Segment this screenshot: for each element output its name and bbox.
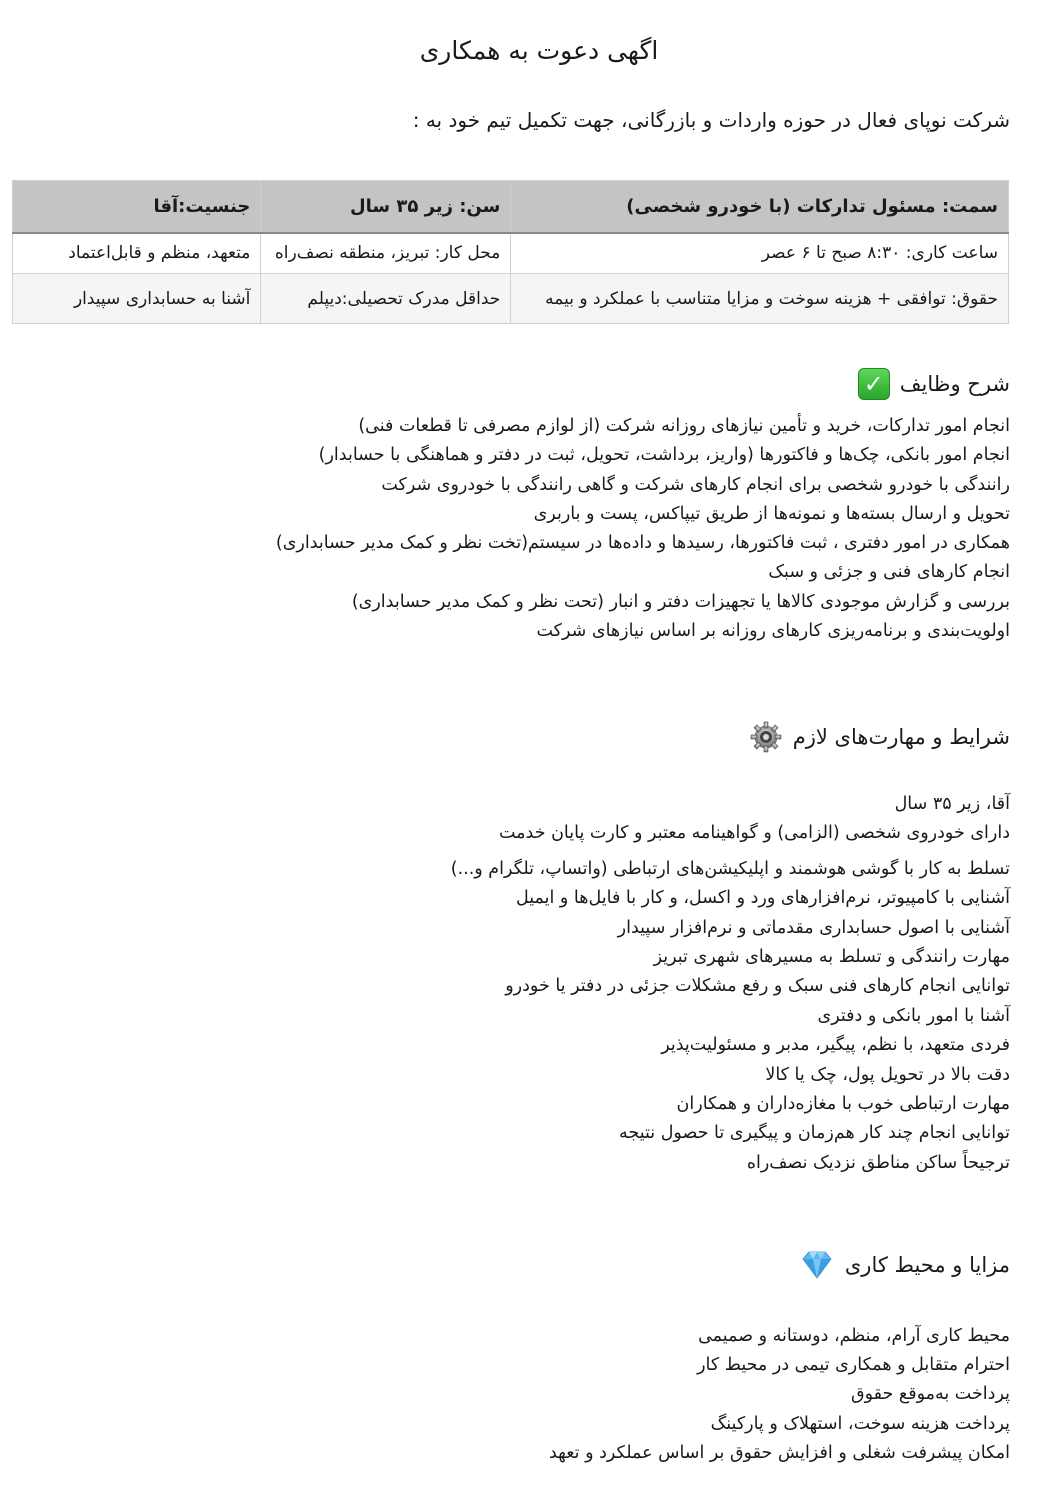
gender-cell: جنسیت:آقا [13,181,261,233]
list-item: توانایی انجام کارهای فنی سبک و رفع مشکلات جزئی در دفتر یا خودرو [505,976,1010,997]
table-row [13,274,1009,324]
list-item: اولویت‌بندی و برنامه‌ریزی کارهای روزانه بر اساس نیازهای شرکت [536,621,1010,642]
list-item: دارای خودروی شخصی (الزامی) و گواهینامه معتبر و کارت پایان خدمت [498,823,1010,844]
list-item: توانایی انجام چند کار هم‌زمان و پیگیری تا حصول نتیجه [619,1123,1010,1144]
list-item: رانندگی با خودرو شخصی برای انجام کارهای شرکت و گاهی رانندگی با خودروی شرکت [381,474,1010,495]
list-item: همکاری در امور دفتری ، ثبت فاکتورها، رسیدها و داده‌ها در سیستم(تخت نظر و کمک مدیر حسابداری) [275,533,1010,554]
age-cell: سن: زیر ۳۵ سال [261,181,511,233]
list-item: انجام امور تدارکات، خرید و تأمین نیازهای روزانه شرکت (از لوازم مصرفی تا قطعات فنی) [358,416,1010,436]
duties-heading [858,368,1010,400]
benefits-heading [799,1250,1010,1280]
requirements-heading-text: شرایط و مهارت‌های لازم [792,725,1010,749]
list-item: آشنایی با اصول حسابداری مقدماتی و نرم‌افزار سپیدار [617,917,1010,938]
position-cell: سمت: مسئول تدارکات (با خودرو شخصی) [511,181,1009,233]
list-item: احترام متقابل و همکاری تیمی در محیط کار [697,1355,1010,1376]
check-mark-button-icon: ✓ [858,368,890,400]
list-item: پرداخت به‌موقع حقوق [851,1384,1010,1405]
job-info-table [12,180,1009,324]
education-cell: حداقل مدرک تحصیلی:دیپلم [261,274,511,324]
benefits-list [549,1322,1010,1468]
traits-cell: متعهد، منظم و قابل‌اعتماد [13,233,261,274]
requirements-heading [749,720,1010,754]
list-item: محیط کاری آرام، منظم، دوستانه و صمیمی [698,1326,1010,1346]
accounting-skill-cell: آشنا به حسابداری سپیدار [13,274,261,324]
list-item: پرداخت هزینه سوخت، استهلاک و پارکینگ [710,1413,1010,1434]
list-item: آقا، زیر ۳۵ سال [894,794,1010,814]
gem-stone-icon [799,1250,835,1280]
working-hours-cell: ساعت کاری: ۸:۳۰ صبح تا ۶ عصر [511,233,1009,274]
table-row [13,233,1009,274]
page-title: اگهی دعوت به همکاری [419,36,659,65]
benefits-heading-text: مزایا و محیط کاری [844,1253,1010,1277]
list-item: فردی متعهد، با نظم، پیگیر، مدبر و مسئولیت‌پذیر [661,1035,1010,1056]
list-item: انجام امور بانکی، چک‌ها و فاکتورها (واریز، برداشت، تحویل، ثبت در دفتر و هماهنگی با حسابدار) [318,445,1010,466]
list-item: مهارت ارتباطی خوب با مغازه‌داران و همکاران [676,1093,1010,1114]
list-item: انجام کارهای فنی و جزئی و سبک [768,562,1010,583]
salary-cell: حقوق: توافقی + هزینه سوخت و مزایا متناسب با عملکرد و بیمه [511,274,1009,324]
list-item: بررسی و گزارش موجودی کالاها یا تجهیزات دفتر و انبار (تحت نظر و کمک مدیر حسابداری) [351,591,1010,612]
table-header-row [13,181,1009,233]
requirements-list [451,790,1010,1178]
list-item: مهارت رانندگی و تسلط به مسیرهای شهری تبریز [653,946,1010,967]
list-item: آشنایی با کامپیوتر، نرم‌افزارهای ورد و اکسل، و کار با فایل‌ها و ایمیل [515,888,1010,909]
list-item: امکان پیشرفت شغلی و افزایش حقوق بر اساس عملکرد و تعهد [548,1442,1010,1463]
list-item: تسلط به کار با گوشی هوشمند و اپلیکیشن‌های ارتباطی (واتساپ، تلگرام و...) [450,858,1010,879]
duties-list [276,412,1010,646]
duties-heading-text: شرح وظایف [899,372,1010,396]
list-item: ترجیحاً ساکن مناطق نزدیک نصف‌راه [746,1152,1010,1173]
gear-icon [749,720,783,754]
list-item: تحویل و ارسال بسته‌ها و نمونه‌ها از طریق تیپاکس، پست و باربری [533,503,1010,524]
list-item: آشنا با امور بانکی و دفتری [817,1005,1010,1026]
work-location-cell: محل کار: تبریز، منطقه نصف‌راه [261,233,511,274]
intro-text: شرکت نوپای فعال در حوزه واردات و بازرگانی، جهت تکمیل تیم خود به : [412,108,1010,132]
list-item: دقت بالا در تحویل پول، چک یا کالا [765,1064,1010,1085]
